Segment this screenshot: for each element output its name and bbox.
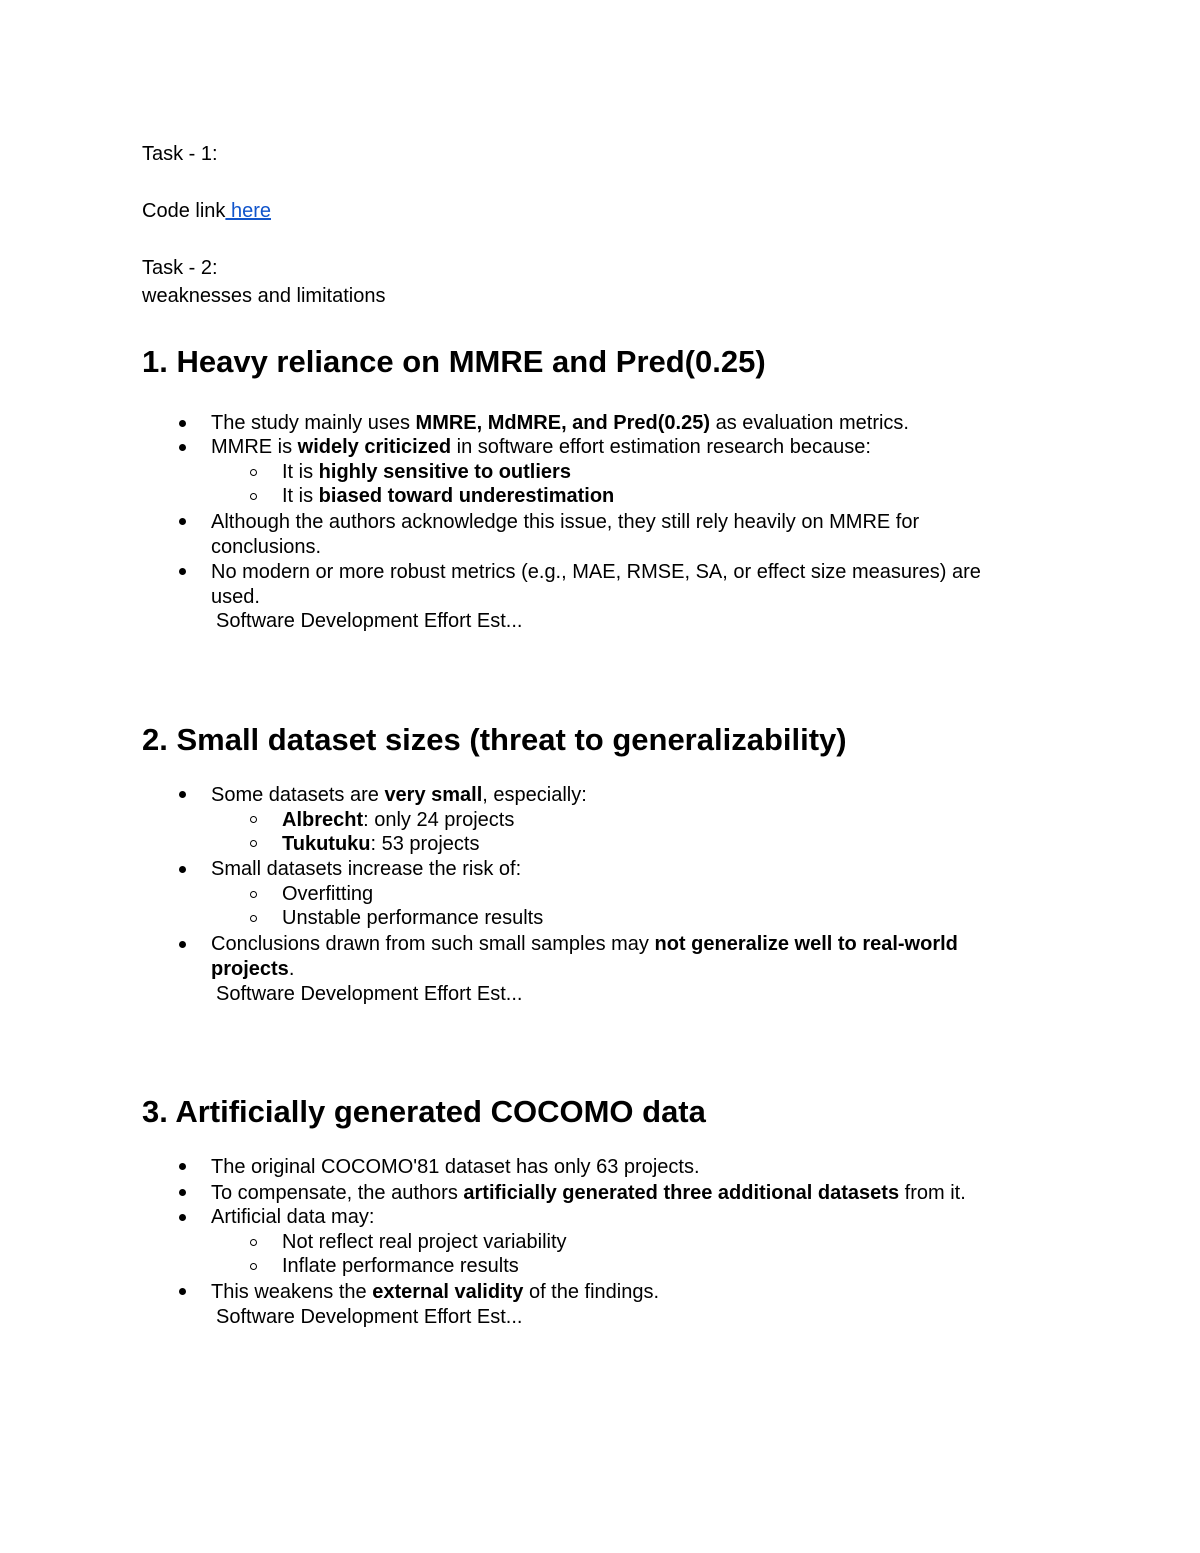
code-link-prefix: Code link (142, 200, 226, 222)
source-chip[interactable]: Software Development Effort Est... (216, 610, 523, 632)
code-link-line (142, 199, 271, 223)
list-item: The original COCOMO'81 dataset has only 63 projects. (211, 1156, 700, 1178)
list-item: The study mainly uses MMRE, MdMRE, and Pred(0.25) as evaluation metrics. (211, 412, 909, 434)
sub-list-item: Inflate performance results (282, 1255, 519, 1277)
list-item: No modern or more robust metrics (e.g., MAE, RMSE, SA, or effect size measures) are (211, 561, 981, 583)
list-item-continuation: conclusions. (211, 536, 322, 558)
list-item-continuation: projects. (211, 958, 295, 980)
sub-list-item: Overfitting (282, 883, 374, 905)
sub-list-item: It is highly sensitive to outliers (282, 461, 571, 483)
section-1-heading: 1. Heavy reliance on MMRE and Pred(0.25) (142, 344, 766, 379)
sub-bullet-icon (250, 816, 257, 823)
list-item: This weakens the external validity of the findings. (211, 1281, 660, 1303)
bullet-icon (179, 420, 186, 427)
bullet-icon (179, 941, 186, 948)
source-chip[interactable]: Software Development Effort Est... (216, 1306, 523, 1328)
sub-list-item: It is biased toward underestimation (282, 485, 615, 507)
list-item: MMRE is widely criticized in software effort estimation research because: (211, 436, 871, 458)
list-item: Artificial data may: (211, 1206, 375, 1228)
bullet-icon (179, 1189, 186, 1196)
sub-bullet-icon (250, 493, 257, 500)
sub-bullet-icon (250, 891, 257, 898)
sub-list-item: Not reflect real project variability (282, 1231, 567, 1253)
task2-label: Task - 2: (142, 257, 218, 279)
bullet-icon (179, 444, 186, 451)
sub-bullet-icon (250, 840, 257, 847)
list-item: Although the authors acknowledge this issue, they still rely heavily on MMRE for (211, 511, 920, 533)
bullet-icon (179, 1163, 186, 1170)
sub-bullet-icon (250, 469, 257, 476)
bullet-icon (179, 791, 186, 798)
bullet-icon (179, 866, 186, 873)
section-2-heading: 2. Small dataset sizes (threat to generalizability) (142, 722, 847, 757)
sub-list-item: Tukutuku: 53 projects (282, 833, 480, 855)
list-item: Conclusions drawn from such small samples may not generalize well to real-world (211, 933, 958, 955)
list-item-continuation: used. (211, 586, 260, 608)
sub-list-item: Unstable performance results (282, 907, 544, 929)
sub-bullet-icon (250, 1239, 257, 1246)
list-item: Small datasets increase the risk of: (211, 858, 522, 880)
code-link[interactable]: here (225, 200, 271, 222)
task1-label: Task - 1: (142, 143, 218, 165)
source-chip[interactable]: Software Development Effort Est... (216, 983, 523, 1005)
list-item: To compensate, the authors artificially generated three additional datasets from it. (211, 1182, 966, 1204)
list-item: Some datasets are very small, especially: (211, 784, 587, 806)
sub-bullet-icon (250, 1263, 257, 1270)
task2-subtitle: weaknesses and limitations (142, 285, 386, 307)
bullet-icon (179, 518, 186, 525)
section-3-heading: 3. Artificially generated COCOMO data (142, 1094, 706, 1129)
bullet-icon (179, 568, 186, 575)
bullet-icon (179, 1214, 186, 1221)
sub-list-item: Albrecht: only 24 projects (282, 809, 515, 831)
sub-bullet-icon (250, 915, 257, 922)
bullet-icon (179, 1288, 186, 1295)
